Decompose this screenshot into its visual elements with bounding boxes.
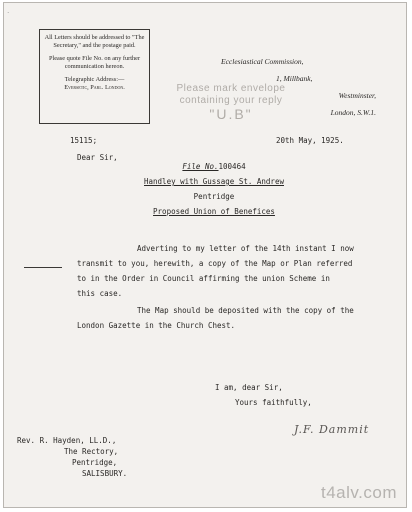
telegraphic-address: Eversetic, Parl. London. <box>64 84 125 91</box>
letter-body <box>77 241 397 333</box>
subject-block <box>104 159 324 219</box>
letterhead-org: Ecclesiastical Commission, <box>221 57 304 66</box>
subject-line-2: Pentridge <box>193 192 235 201</box>
file-number <box>104 159 324 174</box>
closing-line-2: Yours faithfully, <box>235 398 312 407</box>
paragraph-2 <box>77 303 397 333</box>
signature: J.F. Dammit <box>294 423 370 436</box>
para1-line-4: this case. <box>77 289 123 298</box>
stamp-line-1: Please mark envelope <box>176 83 286 94</box>
paragraph-1 <box>77 241 397 301</box>
letterhead-street: 1, Millbank, <box>276 74 313 83</box>
address-line-2: The Rectory, <box>64 447 119 456</box>
reply-stamp <box>156 83 306 120</box>
address-line-3: Pentridge, <box>72 458 118 467</box>
site-watermark: t4alv.com <box>321 483 397 502</box>
margin-rule <box>24 267 62 268</box>
subject-line-1: Handley with Gussage St. Andrew <box>144 177 284 186</box>
para1-line-2: transmit to you, herewith, a copy of the Map or Plan referred <box>77 259 353 268</box>
notice-box <box>39 29 150 124</box>
subject-line-3: Proposed Union of Benefices <box>153 207 275 216</box>
para2-line-2: London Gazette in the Church Chest. <box>77 321 236 330</box>
file-no-label: File No. <box>182 162 219 171</box>
telegraphic-label: Telegraphic Address:— <box>64 76 125 83</box>
salutation: Dear Sir, <box>77 153 118 162</box>
stamp-code: "U.B" <box>209 106 253 122</box>
reference-number: 15115; <box>70 136 98 145</box>
letter-date: 20th May, 1925. <box>276 136 344 145</box>
file-no-value: 100464 <box>218 162 246 171</box>
address-line-1: Rev. R. Hayden, LL.D., <box>17 436 117 445</box>
recipient-address <box>17 435 127 479</box>
para2-line-1: The Map should be deposited with the copy of the <box>137 306 354 315</box>
notice-line-2: Please quote File No. on any further communication hereon. <box>48 55 141 70</box>
stamp-line-2: containing your reply <box>179 95 283 106</box>
address-line-4: SALISBURY. <box>82 469 128 478</box>
letterhead-city: London, S.W.1. <box>330 108 376 117</box>
closing-line-1: I am, dear Sir, <box>215 383 283 392</box>
letterhead-area: Westminster, <box>338 91 376 100</box>
para1-line-1: Adverting to my letter of the 14th instant I now <box>137 244 354 253</box>
para1-line-3: to in the Order in Council affirming the union Scheme in <box>77 274 330 283</box>
margin-mark: · <box>7 9 10 17</box>
notice-line-1: All Letters should be addressed to "The Secretary," and the postage paid. <box>44 34 145 49</box>
letter-page <box>3 2 407 508</box>
closing <box>215 380 312 410</box>
